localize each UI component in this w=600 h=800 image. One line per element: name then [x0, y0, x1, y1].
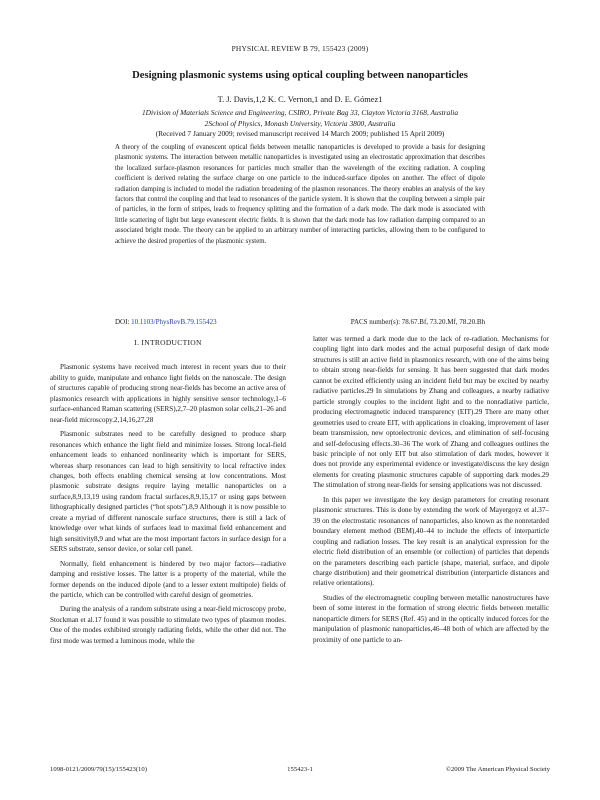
footer-page-number: 155423-1: [287, 766, 313, 773]
footer-article-code: 1098-0121/2009/79(15)/155423(10): [50, 766, 147, 773]
body-paragraph: Studies of the electromagnetic coupling between metallic nanostructures have been of some interest in the formation of strong electric fields between metallic nanoparticle dimers for SERS (Ref. 45) and in the optically induced forces for the manipulation of plasmonic nanoparticles,46–48 both of which are affected by the proximity of one particle to an-: [313, 593, 549, 644]
footer-copyright: ©2009 The American Physical Society: [445, 766, 550, 773]
body-paragraph: latter was termed a dark mode due to the lack of re-radiation. Mechanisms for coupling light into dark modes and the actual purposeful design of dark mode structures is still an active field in plasmonics research, with one of the aims being to obtain strong near-fields for sensing. It has been suggested that dark modes cannot be excited efficiently using an incident field but may be excited by nearby radiative particles.29 In simulations by Zhang and colleagues, a nearby radiative particle strongly couples to the incident light and to the nonradiative particle, producing electromagnetic induced transparency (EIT).29 There are many other geometries used to create EIT, with applications in cloaking, improvement of laser beam transmission, new optoelectronic devices, and elimination of self-focusing and self-defocusing effects.30–36 The work of Zhang and colleagues outlines the basic principle of not only EIT but also stimulation of dark modes, however it does not provide any experimental evidence or investigate/discuss the key design elements for creating plasmonic structures capable of supporting dark modes.29 The stimulation of strong near-fields for sensing applications was not discussed.: [313, 335, 549, 490]
doi-link[interactable]: 10.1103/PhysRevB.79.155423: [131, 318, 217, 326]
running-head: PHYSICAL REVIEW B 79, 155423 (2009): [231, 44, 369, 53]
pacs-numbers: PACS number(s): 78.67.Bf, 73.20.Mf, 78.20.Bh: [350, 318, 485, 326]
article-title: Designing plasmonic systems using optical coupling between nanoparticles: [132, 70, 468, 81]
body-paragraph: Normally, field enhancement is hindered by two major factors—radiative damping and resistive losses. The latter is a property of the material, while the former depends on the induced dipole (and to a lesser extent multipole) fields of the particle, which can be controlled with careful design of geometries.: [50, 559, 286, 599]
body-paragraph: Plasmonic systems have received much interest in recent years due to their ability to guide, manipulate and enhance light fields on the nanoscale. The design of structures capable of producing strong near-fields has become an active area of plasmonics research with applications in highly sensitive sensor technology,1–6 surface-enhanced Raman scattering (SERS),2,7–20 plasmon solar cells,21–26 and near-field microscopy.2,14,16,27,28: [50, 363, 286, 424]
body-paragraph: Plasmonic substrates need to be carefully designed to produce sharp resonances which enhance the light field and minimize losses. Strong local-field enhancement leads to enhanced nonlinearity which is important for SERS, whereas sharp resonances can lead to high sensitivity to local refractive index changes, both effects enabling chemical sensing at low concentrations. Most plasmonic substrate designs require laying metallic nanoparticles on a surface,8,9,13,19 using random fractal surfaces,8,9,15,17 or using gaps between lithographically designed particles (“hot spots”).8,9 Although it is now possible to create a myriad of different nanoscale surface structures, there is still a lack of knowledge over what kinds of surfaces lead to maximal field enhancement and high sensitivity8,9 and what are the most important factors in surface design for a SERS substrate, sensor device, or solar cell panel.: [50, 430, 286, 554]
left-column: [50, 334, 286, 650]
abstract: A theory of the coupling of evanescent optical fields between metallic nanoparticles is developed to provide a basis for designing plasmonic systems. The interaction between metallic nanoparticles is investigated using an electrostatic approximation that describes the localized surface-plasmon resonances for particles much smaller than the wavelength of the exciting radiation. A coupling coefficient is derived relating the surface charge on one particle to the induced-surface dipoles on another. The effect of dipole radiation damping is included to model the radiation broadening of the plasmon resonances. The theory enables an analysis of the key factors that control the coupling and that lead to resonances of the particle system. It is shown that the coupling between a simple pair of particles, in the form of stripes, leads to frequency splitting and the formation of a dark mode. The dark mode is associated with little scattering of light but large evanescent electric fields. It is shown that the dark mode has low radiation damping compared to an associated bright mode. The theory can be applied to an arbitrary number of interacting particles, allowing them to be configured to achieve the desired properties of the plasmonic system.: [115, 144, 485, 245]
page-footer: [50, 766, 550, 776]
affiliation-1: 1Division of Materials Science and Engineering, CSIRO, Private Bag 33, Clayton Victoria 3168, Australia: [141, 108, 459, 117]
affiliation-2: 2School of Physics, Monash University, Victoria 3800, Australia: [204, 119, 396, 128]
received-dates: (Received 7 January 2009; revised manuscript received 14 March 2009; published 15 April 2009): [155, 129, 445, 138]
section-heading: I. INTRODUCTION: [134, 338, 202, 347]
body-paragraph: During the analysis of a random substrate using a near-field microscopy probe, Stockman et al.17 found it was possible to stimulate two types of plasmon modes. One of the modes exhibited strongly radiating fields, while the other did not. The first mode was termed a luminous mode, while the: [50, 605, 286, 645]
doi: [115, 318, 217, 326]
doi-label: DOI:: [115, 318, 130, 326]
body-paragraph: In this paper we investigate the key design parameters for creating resonant plasmonic structures. This is done by extending the work of Mayergoyz et al.37–39 on the electrostatic resonances of nanoparticles, also known as the nonretarded boundary element method (BEM),40–44 to include the effects of interparticle coupling and radiation losses. The key result is an analytical expression for the electric field distribution of an ensemble (or collection) of particles that depends on the parameters describing each particle (shape, material, surface, and dipole charge distribution) and their geometrical distribution (interparticle distances and relative orientations).: [313, 495, 549, 588]
right-column: [313, 334, 549, 649]
author-list: T. J. Davis,1,2 K. C. Vernon,1 and D. E. Gómez1: [217, 95, 383, 104]
